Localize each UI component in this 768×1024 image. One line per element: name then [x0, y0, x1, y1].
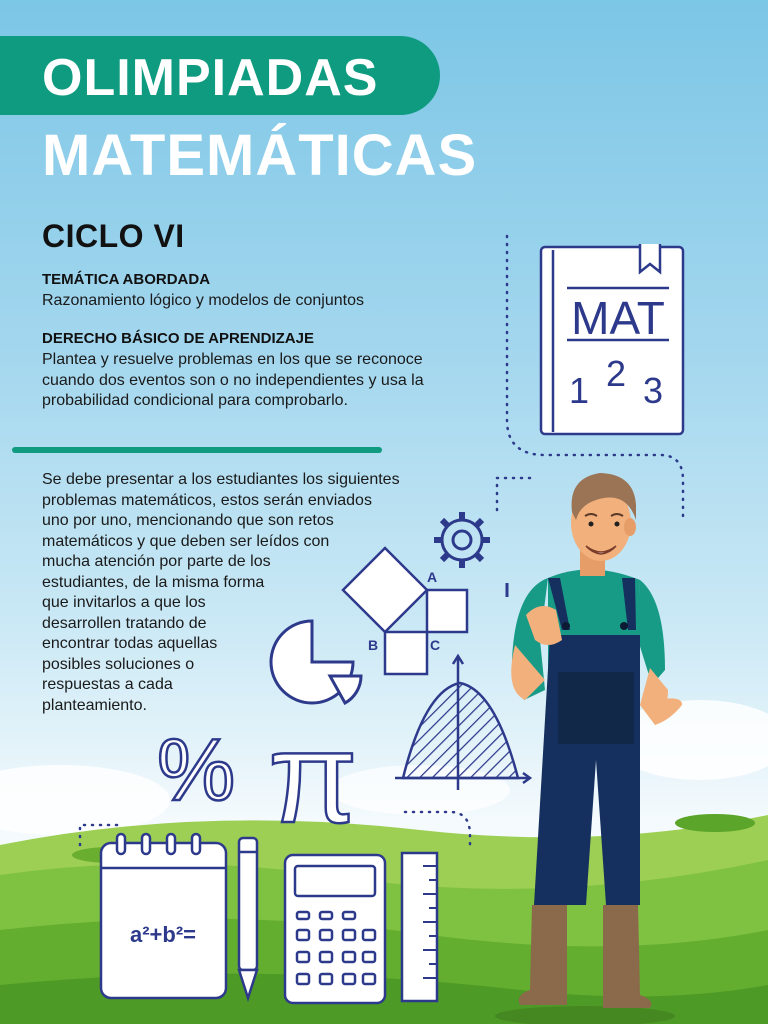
gear-icon — [434, 512, 490, 568]
intro-line: respuestas a cada — [42, 676, 173, 693]
notepad-icon — [101, 834, 226, 998]
distribution-curve-icon — [395, 656, 530, 790]
book-number: 2 — [605, 353, 627, 394]
pie-chart-icon — [271, 621, 361, 703]
title-line-1: OLIMPIADAS — [42, 49, 379, 107]
intro-line: problemas matemáticos, estos serán enviados — [42, 491, 372, 509]
title-line-2: MATEMÁTICAS — [42, 123, 478, 188]
book-icon — [541, 244, 683, 434]
dba-text: Plantea y resuelve problemas en los que se reconoce cuando dos eventos son o no independientes y usa la probabilidad condicional para comprobarlo. — [42, 351, 424, 409]
calculator-icon — [285, 855, 385, 1003]
pi-symbol: π — [268, 704, 358, 850]
intro-line: Se debe presentar a los estudiantes los siguientes — [42, 471, 400, 488]
dba-heading: DERECHO BÁSICO DE APRENDIZAJE — [42, 330, 314, 347]
cycle-heading: CICLO VI — [42, 218, 185, 254]
intro-line: posibles soluciones o — [42, 655, 195, 673]
topic-text: Razonamiento lógico y modelos de conjuntos — [42, 292, 364, 309]
intro-line: desarrollen tratando de — [42, 614, 207, 632]
pencil-icon — [239, 838, 257, 998]
topic-heading: TEMÁTICA ABORDADA — [42, 271, 211, 288]
intro-line: encontrar todas aquellas — [42, 635, 218, 652]
intro-line: estudiantes, de la misma forma — [42, 573, 265, 591]
triangle-label-a: A — [427, 569, 438, 585]
ruler-icon — [402, 853, 437, 1001]
intro-line: matemáticos y que deben ser leídos con — [42, 532, 330, 550]
intro-line: que invitarlos a que los — [42, 594, 206, 611]
intro-line: uno por uno, mencionando que son retos — [42, 512, 334, 529]
intro-line: mucha atención por parte de los — [42, 553, 271, 570]
intro-line: planteamiento. — [42, 696, 147, 714]
book-number: 3 — [642, 370, 664, 411]
formula-text: a²+b²= — [129, 922, 197, 947]
student-character — [495, 473, 682, 1024]
book-title: MAT — [571, 292, 665, 344]
percent-symbol: % — [157, 720, 236, 819]
pythagoras-diagram — [343, 548, 467, 674]
book-number: 1 — [568, 370, 590, 411]
triangle-label-b: B — [368, 637, 379, 653]
triangle-label-c: C — [430, 637, 441, 653]
